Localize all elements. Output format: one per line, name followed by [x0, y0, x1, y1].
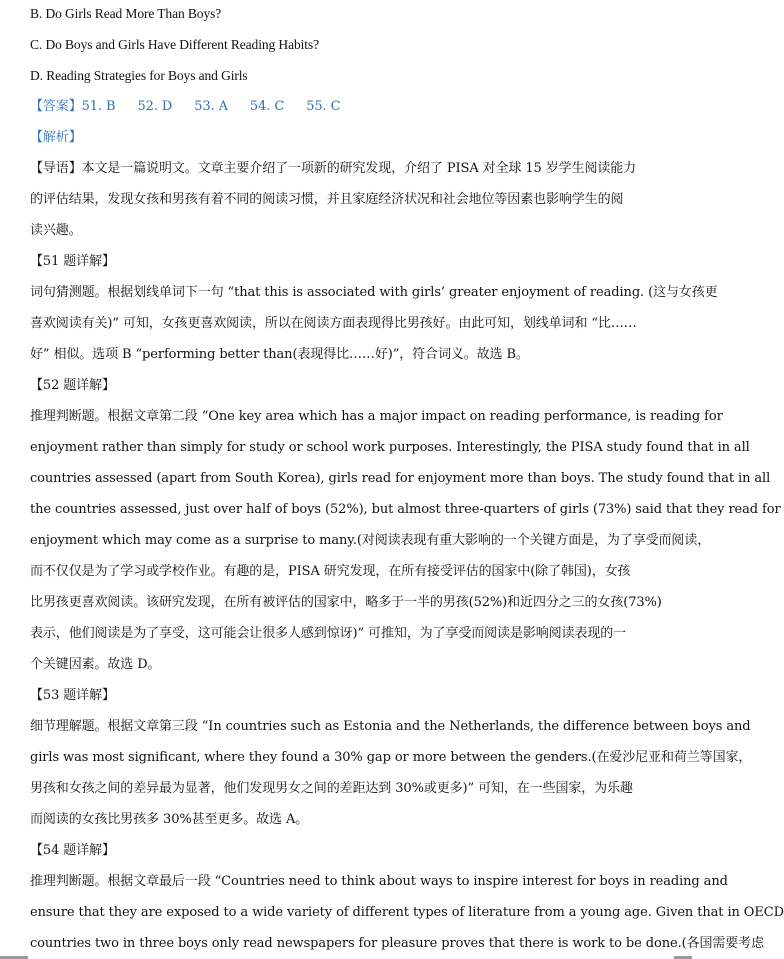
- q52-line: enjoyment rather than simply for study or school work purposes. Interestingly, the PISA study found that in all: [30, 440, 750, 455]
- q53-line: 而阅读的女孩比男孩多 30%甚至更多。故选 A。: [30, 812, 309, 827]
- q53-line: 男孩和女孩之间的差异最为显著，他们发现男女之间的差距达到 30%或更多)” 可知，在一些国家，为乐趣: [30, 781, 633, 796]
- answer-item: 54. C: [249, 99, 285, 114]
- option-b: B. Do Girls Read More Than Boys?: [30, 6, 222, 21]
- q53-line: girls was most significant, where they found a 30% gap or more between the genders.(在爱沙尼亚和荷兰等国家，: [30, 750, 752, 765]
- q54-line: ensure that they are exposed to a wide variety of different types of literature from a young age. Given that in OECD: [30, 905, 784, 920]
- q54-line: countries two in three boys only read newspapers for pleasure proves that there is work to be done.(各国需要考虑: [30, 936, 764, 951]
- option-d: D. Reading Strategies for Boys and Girls: [30, 68, 248, 83]
- answer-item: 52. D: [137, 99, 173, 114]
- q51-line: 喜欢阅读有关)” 可知，女孩更喜欢阅读，所以在阅读方面表现得比男孩好。由此可知，划线单词和 “比……: [30, 316, 637, 331]
- q51-line: 好” 相似。选项 B “performing better than(表现得比……好)”，符合词义。故选 B。: [30, 347, 529, 362]
- q51-line: 词句猜测题。根据划线单词下一句 “that this is associated with girls’ greater enjoyment of reading. (这与女孩更: [30, 285, 718, 300]
- answer-item: 51. B: [81, 99, 116, 114]
- q52-title: 【52 题详解】: [30, 378, 115, 393]
- answer-item: 55. C: [306, 99, 341, 114]
- intro-line: 读兴趣。: [30, 223, 82, 238]
- intro-line: 的评估结果，发现女孩和男孩有着不同的阅读习惯，并且家庭经济状况和社会地位等因素也影响学生的阅: [30, 192, 624, 207]
- option-c: C. Do Boys and Girls Have Different Reading Habits?: [30, 37, 319, 52]
- q52-line: 比男孩更喜欢阅读。该研究发现，在所有被评估的国家中，略多于一半的男孩(52%)和近四分之三的女孩(73%): [30, 595, 662, 610]
- answer-item: 53. A: [194, 99, 228, 114]
- q52-line: enjoyment which may come as a surprise to many.(对阅读表现有重大影响的一个关键方面是，为了享受而阅读，: [30, 533, 711, 548]
- analysis-tag: 【解析】: [30, 130, 82, 145]
- q53-line: 细节理解题。根据文章第三段 “In countries such as Estonia and the Netherlands, the difference between boys and: [30, 719, 751, 734]
- q52-line: countries assessed (apart from South Korea), girls read for enjoyment more than boys. The study found that in all: [30, 471, 771, 486]
- answer-tag: 【答案】: [30, 99, 82, 114]
- q52-line: 表示，他们阅读是为了享受，这可能会让很多人感到惊讶)” 可推知，为了享受而阅读是影响阅读表现的一: [30, 626, 627, 641]
- intro-line: 【导语】本文是一篇说明文。文章主要介绍了一项新的研究发现，介绍了 PISA 对全球 15 岁学生阅读能力: [30, 161, 637, 176]
- q54-title: 【54 题详解】: [30, 843, 115, 858]
- q52-line: 个关键因素。故选 D。: [30, 657, 161, 672]
- q52-line: the countries assessed, just over half of boys (52%), but almost three-quarters of girls (73%) said that they read for: [30, 502, 781, 517]
- q52-line: 而不仅仅是为了学习或学校作业。有趣的是，PISA 研究发现，在所有接受评估的国家中(除了韩国)，女孩: [30, 564, 631, 579]
- answer-line: [30, 98, 680, 116]
- q52-line: 推理判断题。根据文章第二段 “One key area which has a major impact on reading performance, is reading for: [30, 409, 723, 424]
- q54-line: 推理判断题。根据文章最后一段 “Countries need to think about ways to inspire interest for boys in reading and: [30, 874, 728, 889]
- q53-title: 【53 题详解】: [30, 688, 115, 703]
- q51-title: 【51 题详解】: [30, 254, 115, 269]
